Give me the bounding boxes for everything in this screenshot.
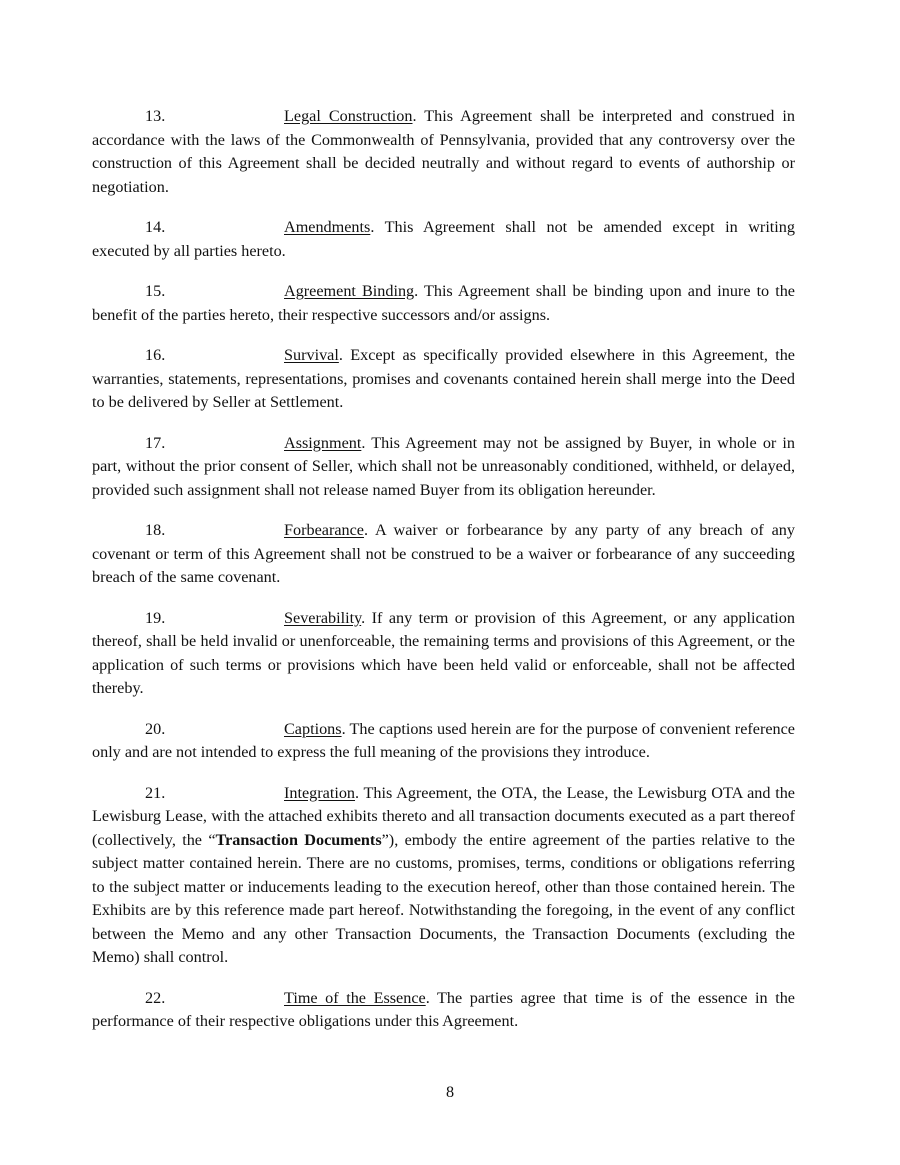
section-20: [92, 718, 795, 765]
section-number: 17.: [145, 433, 166, 452]
section-number: 21.: [145, 783, 166, 802]
section-text: . This Agreement, the OTA, the Lease, the Lewisburg OTA and the Lewisburg Lease, with the attached exhibits thereto and all transaction documents executed as a part thereof (collectively, the “: [92, 783, 795, 849]
section-14: [92, 216, 795, 263]
section-text: . This Agreement shall not be amended except in writing executed by all parties hereto.: [92, 218, 795, 260]
section-heading: Captions: [284, 719, 342, 738]
section-17: [92, 432, 795, 503]
section-number: 16.: [145, 346, 166, 364]
section-heading: Forbearance: [284, 521, 364, 539]
section-number: 15.: [145, 282, 166, 300]
section-13: [92, 105, 795, 199]
page-number: 8: [445, 1083, 455, 1101]
section-15: [92, 280, 795, 327]
section-number: 18.: [145, 521, 166, 539]
section-21: [92, 782, 795, 970]
section-heading: Severability: [284, 608, 362, 627]
section-heading: Agreement Binding: [284, 282, 415, 300]
section-text: . If any term or provision of this Agreement, or any application thereof, shall be held invalid or unenforceable, the remaining terms and provisions of this Agreement, or the application of such terms or provisions which have been held valid or enforceable, shall not be affected thereby.: [92, 608, 795, 697]
section-heading: Amendments: [284, 218, 371, 236]
section-text: . This Agreement shall be interpreted and construed in accordance with the laws of the Commonwealth of Pennsylvania, provided that any controversy over the construction of this Agreement shall be decided neutrally and without regard to events of authorship or negotiation.: [92, 107, 796, 196]
section-number: 13.: [145, 107, 166, 125]
section-heading: Survival: [284, 346, 339, 364]
section-text: . The captions used herein are for the purpose of convenient reference only and are not intended to express the full meaning of the provisions they introduce.: [92, 719, 795, 761]
document-page: [92, 105, 795, 1051]
section-heading: Integration: [284, 783, 356, 802]
section-heading: Legal Construction: [284, 107, 413, 125]
section-heading: Assignment: [284, 433, 362, 452]
section-16: [92, 344, 795, 415]
section-number: 20.: [145, 719, 166, 738]
section-text: . A waiver or forbearance by any party of any breach of any covenant or term of this Agreement shall not be construed to be a waiver or forbearance of any succeeding breach of the same covenant.: [92, 521, 795, 586]
section-text: . The parties agree that time is of the essence in the performance of their respective obligations under this Agreement.: [92, 988, 795, 1030]
section-18: [92, 519, 795, 590]
section-text: . This Agreement shall be binding upon and inure to the benefit of the parties hereto, their respective successors and/or assigns.: [92, 282, 795, 324]
section-number: 14.: [145, 218, 166, 236]
section-number: 19.: [145, 608, 166, 627]
section-19: [92, 607, 795, 701]
section-text: . This Agreement may not be assigned by Buyer, in whole or in part, without the prior consent of Seller, which shall not be unreasonably conditioned, withheld, or delayed, provided such assignment shall not release named Buyer from its obligation hereunder.: [92, 433, 795, 499]
defined-term: Transaction Documents: [215, 830, 382, 849]
section-22: [92, 987, 795, 1034]
section-text-continued: ”), embody the entire agreement of the parties relative to the subject matter contained herein. There are no customs, promises, terms, conditions or obligations referring to the subject matter or inducements leading to the execution hereof, other than those contained herein. The Exhibits are by this reference made part hereof. Notwithstanding the foregoing, in the event of any conflict between the Memo and any other Transaction Documents, the Transaction Documents (excluding the Memo) shall control.: [92, 830, 795, 966]
section-text: . Except as specifically provided elsewhere in this Agreement, the warranties, statements, representations, promises and covenants contained herein shall merge into the Deed to be delivered by Seller at Settlement.: [92, 346, 795, 411]
section-number: 22.: [145, 988, 166, 1007]
section-heading: Time of the Essence: [284, 988, 426, 1007]
